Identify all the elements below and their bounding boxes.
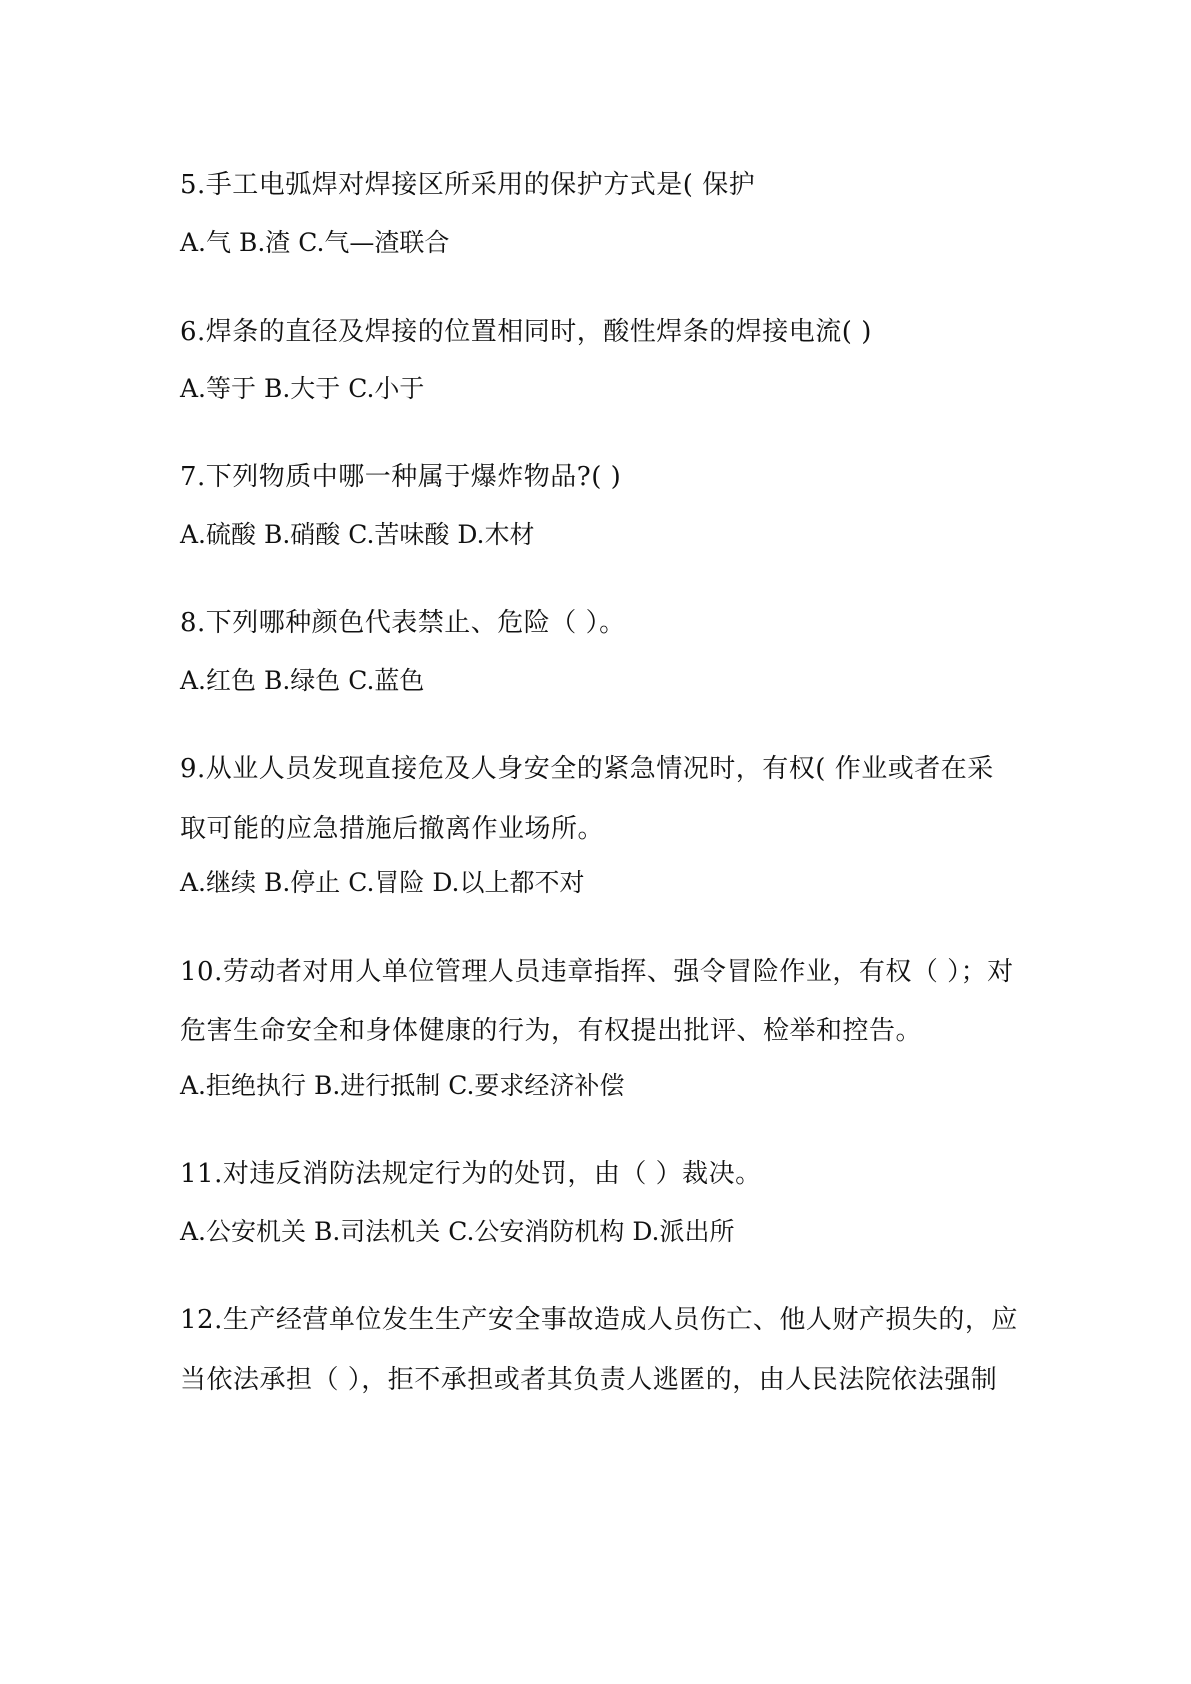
question-11-options: A.公安机关 B.司法机关 C.公安消防机构 D.派出所 bbox=[180, 1217, 735, 1246]
question-10-options: A.拒绝执行 B.进行抵制 C.要求经济补偿 bbox=[180, 1071, 625, 1100]
question-10-text-line2: 危害生命安全和身体健康的行为，有权提出批评、检举和控告。 bbox=[180, 1016, 923, 1046]
question-12-text-line1: 12.生产经营单位发生生产安全事故造成人员伤亡、他人财产损失的，应 bbox=[180, 1305, 1018, 1335]
question-9-text-line1: 9.从业人员发现直接危及人身安全的紧急情况时，有权( 作业或者在采 bbox=[180, 754, 994, 784]
question-8-text: 8.下列哪种颜色代表禁止、危险（ ）。 bbox=[180, 608, 626, 638]
question-9-options: A.继续 B.停止 C.冒险 D.以上都不对 bbox=[180, 868, 585, 897]
question-9-text-line2: 取可能的应急措施后撤离作业场所。 bbox=[180, 814, 605, 844]
question-11-text: 11.对违反消防法规定行为的处罚，由（ ）裁决。 bbox=[180, 1159, 762, 1189]
question-12-text-line2: 当依法承担（ ），拒不承担或者其负责人逃匿的，由人民法院依法强制 bbox=[180, 1365, 998, 1395]
question-5-options: A.气 B.渣 C.气—渣联合 bbox=[180, 228, 450, 257]
question-7-text: 7.下列物质中哪一种属于爆炸物品?( ) bbox=[180, 462, 622, 492]
question-7-options: A.硫酸 B.硝酸 C.苦味酸 D.木材 bbox=[180, 520, 535, 549]
question-5-text: 5.手工电弧焊对焊接区所采用的保护方式是( 保护 bbox=[180, 170, 756, 200]
question-6-text: 6.焊条的直径及焊接的位置相同时，酸性焊条的焊接电流( ) bbox=[180, 317, 872, 347]
question-10-text-line1: 10.劳动者对用人单位管理人员违章指挥、强令冒险作业，有权（ ）；对 bbox=[180, 957, 1014, 987]
question-8-options: A.红色 B.绿色 C.蓝色 bbox=[180, 666, 425, 695]
question-6-options: A.等于 B.大于 C.小于 bbox=[180, 374, 425, 403]
